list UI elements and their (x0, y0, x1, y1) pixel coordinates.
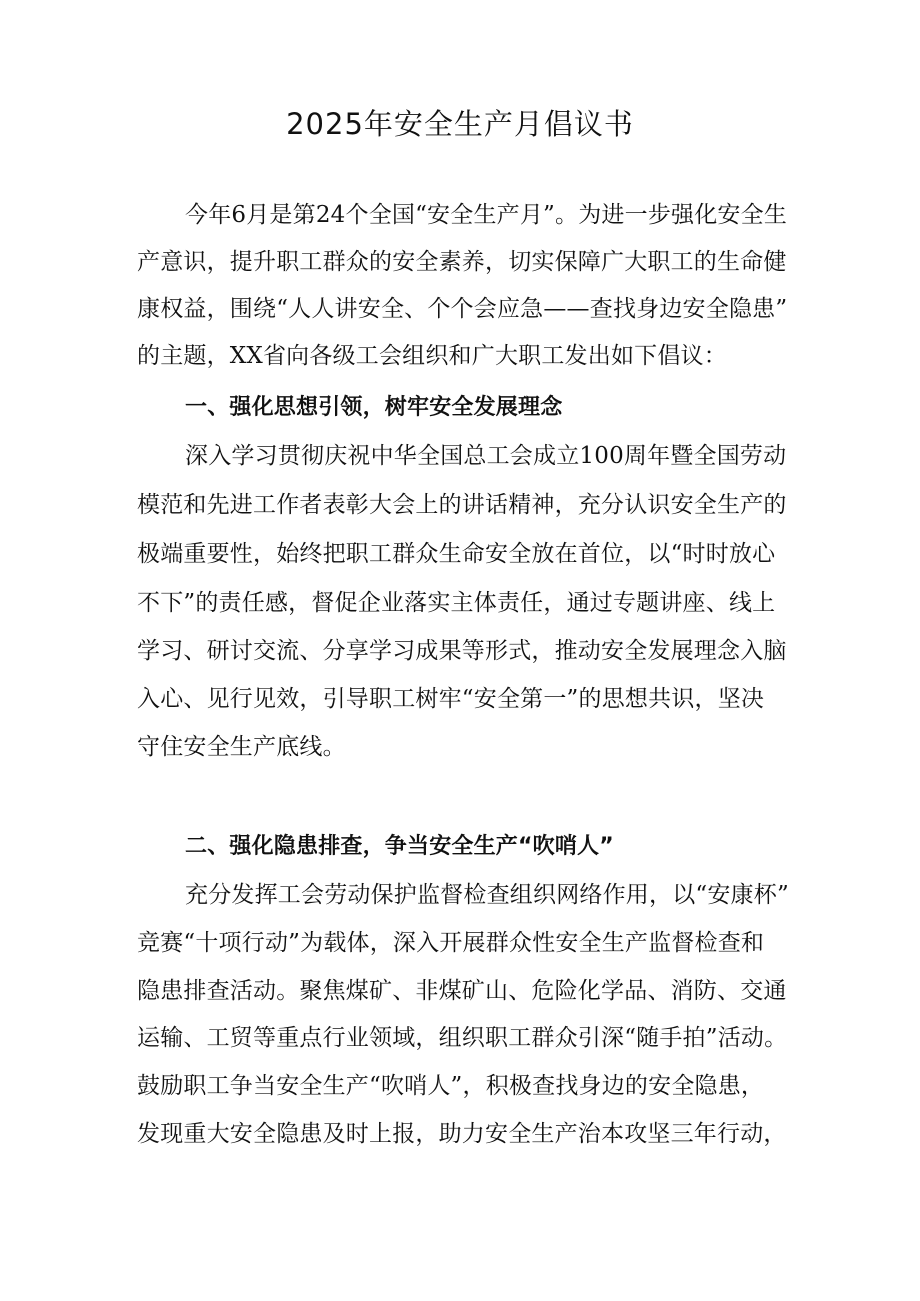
section2-line-1: 充分发挥工会劳动保护监督检查组织网络作用，以“安康杯” (185, 882, 789, 908)
section2-heading: 二、强化隐患排查，争当安全生产“吹哨人” (185, 834, 614, 859)
document-title: 2025年安全生产月倡议书 (286, 107, 634, 141)
section1-line-4: 不下”的责任感，督促企业落实主体责任，通过专题讲座、线上 (137, 590, 776, 616)
section2-line-3: 隐患排查活动。聚焦煤矿、非煤矿山、危险化学品、消防、交通 (137, 978, 787, 1004)
section1-line-7: 守住安全生产底线。 (137, 734, 346, 760)
section2-line-6: 发现重大安全隐患及时上报，助力安全生产治本攻坚三年行动， (137, 1121, 787, 1147)
intro-line-2: 产意识，提升职工群众的安全素养，切实保障广大职工的生命健 (137, 249, 787, 275)
section2-line-4: 运输、工贸等重点行业领域，组织职工群众引深“随手拍”活动。 (137, 1025, 788, 1051)
intro-line-1: 今年6月是第24个全国“安全生产月”。为进一步强化安全生 (185, 202, 788, 228)
section1-line-5: 学习、研讨交流、分享学习成果等形式，推动安全发展理念入脑 (137, 638, 787, 664)
section1-line-2: 模范和先进工作者表彰大会上的讲话精神，充分认识安全生产的 (137, 492, 787, 518)
section2-line-2: 竞赛“十项行动”为载体，深入开展群众性安全生产监督检查和 (137, 930, 765, 956)
intro-line-4: 的主题，XX省向各级工会组织和广大职工发出如下倡议： (137, 343, 727, 369)
section1-line-1: 深入学习贯彻庆祝中华全国总工会成立100周年暨全国劳动 (185, 443, 787, 469)
section1-heading: 一、强化思想引领，树牢安全发展理念 (185, 395, 563, 420)
section1-line-3: 极端重要性，始终把职工群众生命安全放在首位，以“时时放心 (137, 541, 776, 567)
section2-line-5: 鼓励职工争当安全生产“吹哨人”，积极查找身边的安全隐患， (137, 1073, 765, 1099)
section1-line-6: 入心、见行见效，引导职工树牢“安全第一”的思想共识，坚决 (137, 686, 765, 712)
intro-line-3: 康权益，围绕“人人讲安全、个个会应急——查找身边安全隐患” (137, 296, 788, 322)
